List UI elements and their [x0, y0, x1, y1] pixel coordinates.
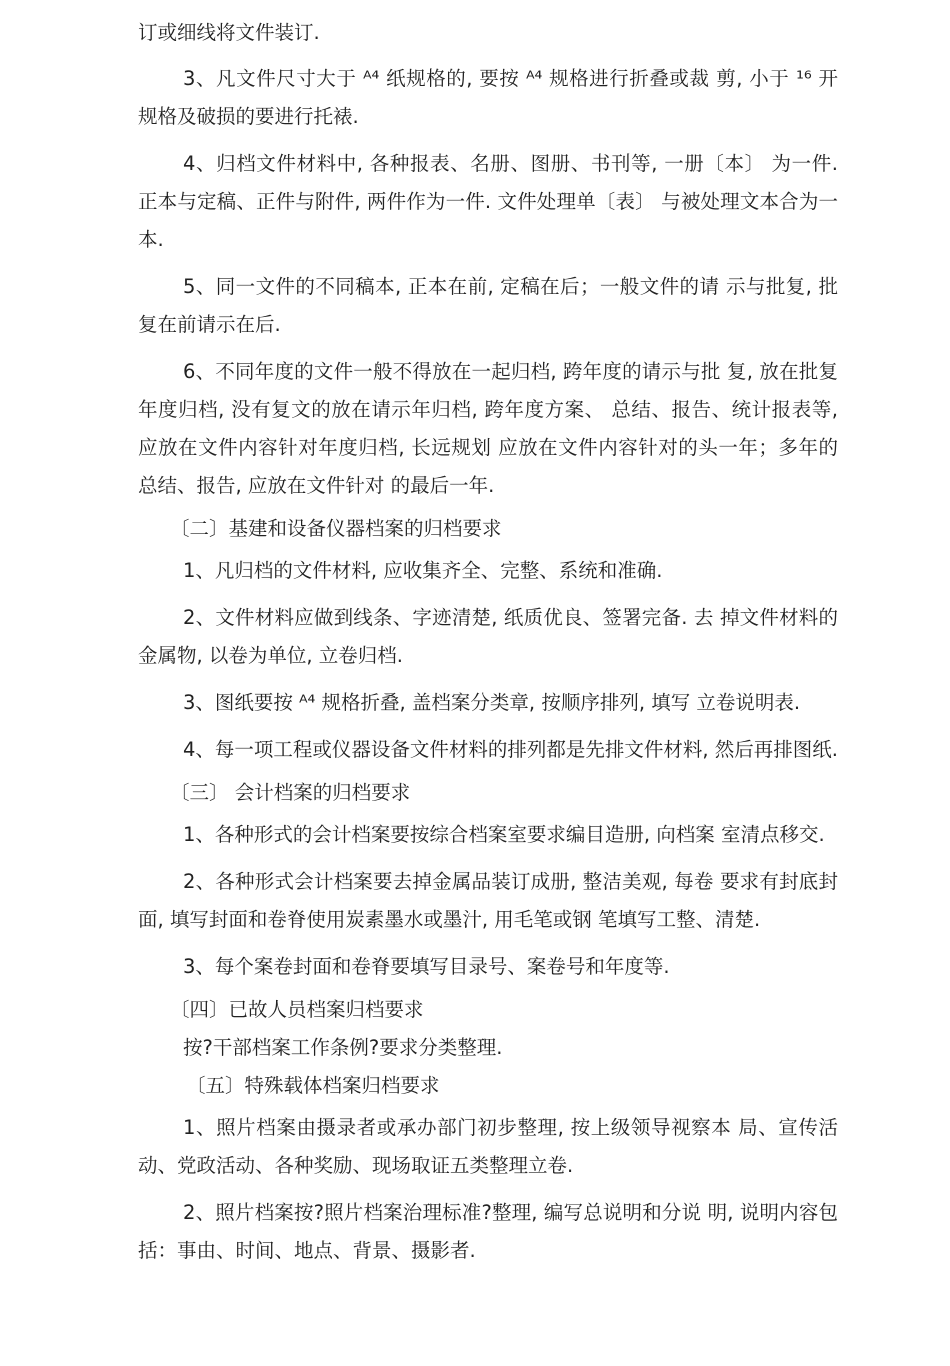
section-heading-2: 〔二〕基建和设备仪器档案的归档要求 — [170, 517, 502, 540]
section3-item-1: 1、各种形式的会计档案要按综合档案室要求编目造册, 向档案 室清点移交. — [183, 823, 825, 846]
section5-item-1: 1、照片档案由摄录者或承办部门初步整理, 按上级领导视察本 局、宣传活动、党政活动、各种奖励、现场取证五类整理立卷. — [138, 1116, 838, 1177]
section3-item-3: 3、每个案卷封面和卷脊要填写目录号、案卷号和年度等. — [183, 955, 670, 978]
section-heading-3: 〔三〕 会计档案的归档要求 — [170, 781, 411, 804]
section2-item-1: 1、凡归档的文件材料, 应收集齐全、完整、系统和准确. — [183, 559, 663, 582]
item-a5: 5、同一文件的不同稿本, 正本在前, 定稿在后；一般文件的请 示与批复, 批复在前请示在后. — [138, 275, 838, 336]
continuation-paragraph: 订或细线将文件装订. — [138, 21, 320, 44]
section5-item-2: 2、照片档案按?照片档案治理标准?整理, 编写总说明和分说 明, 说明内容包括：事由、时间、地点、背景、摄影者. — [138, 1201, 838, 1262]
section3-item-2: 2、各种形式会计档案要去掉金属品装订成册, 整洁美观, 每卷 要求有封底封面, 填写封面和卷脊使用炭素墨水或墨汁, 用毛笔或钢 笔填写工整、清楚. — [138, 870, 838, 931]
section2-item-4: 4、每一项工程或仪器设备文件材料的排列都是先排文件材料, 然后再排图纸. — [183, 738, 839, 761]
section2-item-2: 2、文件材料应做到线条、字迹清楚, 纸质优良、签署完备. 去 掉文件材料的金属物, 以卷为单位, 立卷归档. — [138, 606, 838, 667]
item-a3: 3、凡文件尺寸大于 ᴬ⁴ 纸规格的, 要按 ᴬ⁴ 规格进行折叠或裁 剪, 小于 ¹⁶ 开规格及破损的要进行托裱. — [138, 67, 838, 128]
section2-item-3: 3、图纸要按 ᴬ⁴ 规格折叠, 盖档案分类章, 按顺序排列, 填写 立卷说明表. — [183, 691, 801, 714]
section-heading-5: 〔五〕特殊载体档案归档要求 — [186, 1074, 440, 1097]
item-a6: 6、不同年度的文件一般不得放在一起归档, 跨年度的请示与批 复, 放在批复年度归档, 没有复文的放在请示年归档, 跨年度方案、 总结、报告、统计报表等, 应放在文件内容针对年度归档, 长远规划 应放在文件内容针对的头一年；多年的总结、报告, 应放在文件针对 的最后一年. — [138, 360, 838, 497]
section4-body: 按?干部档案工作条例?要求分类整理. — [183, 1036, 503, 1059]
item-a4: 4、归档文件材料中, 各种报表、名册、图册、书刊等, 一册〔本〕 为一件. 正本与定稿、正件与附件, 两件作为一件. 文件处理单〔表〕 与被处理文本合为一本. — [138, 152, 838, 251]
section-heading-4: 〔四〕已故人员档案归档要求 — [170, 998, 424, 1021]
document-page — [138, 14, 838, 1279]
